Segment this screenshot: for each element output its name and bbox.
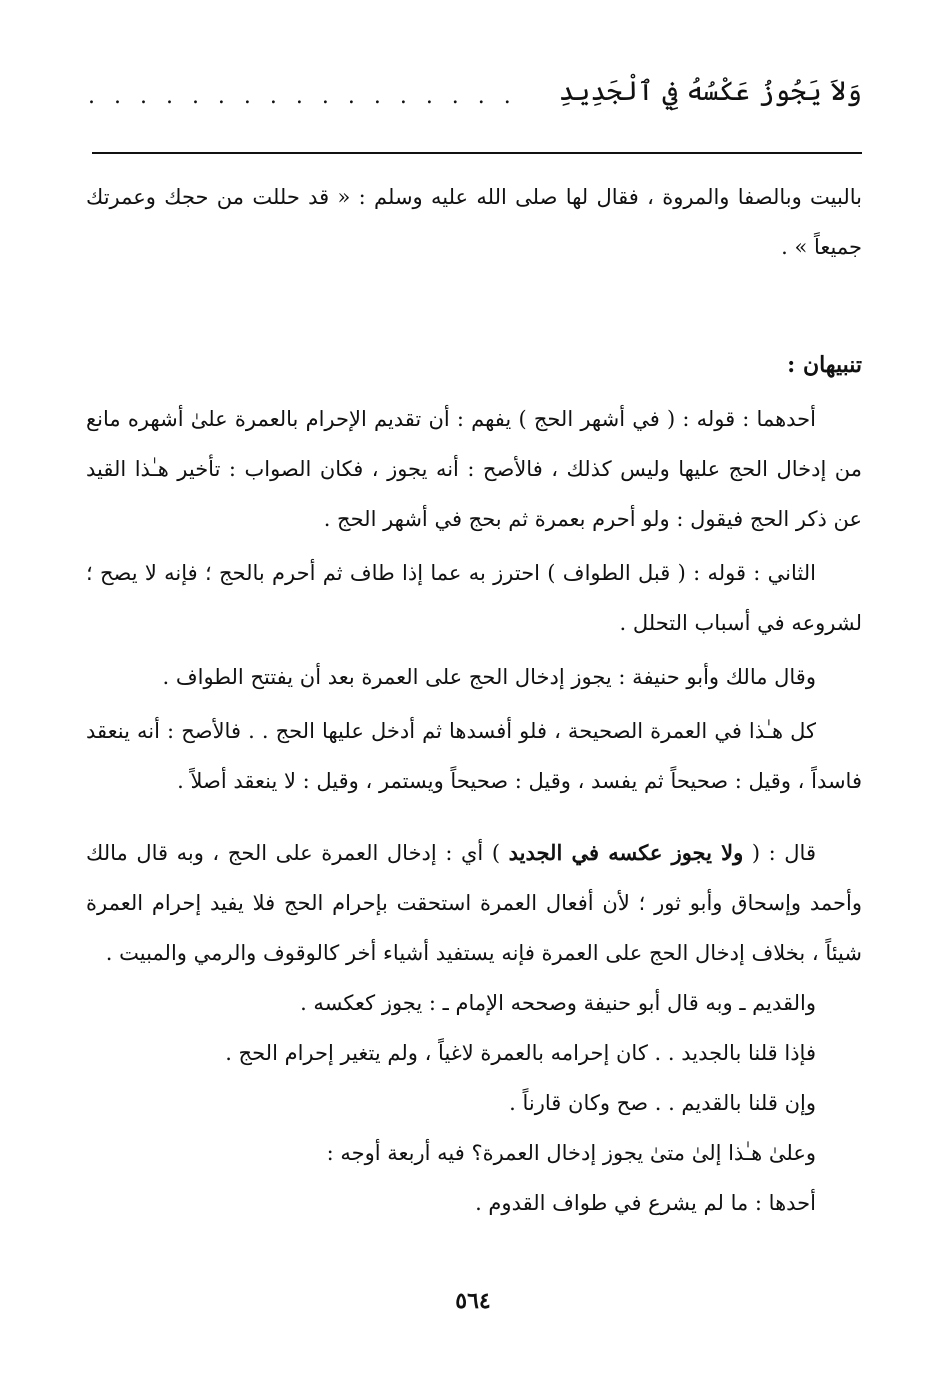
paragraph-four-views: وعلىٰ هـٰذا إلىٰ متىٰ يجوز إدخال العمرة؟ فيه أربعة أوجه : [326,1141,816,1165]
paragraph-first-view: أحدها : ما لم يشرع في طواف القدوم . [475,1191,816,1215]
matn-commentary: ) أي : إدخال العمرة على الحج ، وبه قال مالك وأحمد وإسحاق وأبو ثور ؛ لأن أفعال العمرة استحقت بإحرام الحج فلا يفيد إحرام العمرة شيئاً ، بخلاف إدخال الحج على العمرة فإنه يستفيد أشياء أخر كالوقوف والرمي والمبيت . [86,841,862,965]
paragraph-first-note: أحدهما : قوله : ( في أشهر الحج ) يفهم : أن تقديم الإحرام بالعمرة علىٰ أشهره مانع من إدخال الحج عليها وليس كذلك ، فالأصح : أنه يجوز ، فكان الصواب : تأخير هـٰذا القيد عن ذكر الحج فيقول : ولو أحرم بعمرة ثم بحج في أشهر الحج . [86,407,862,531]
matn-bold-text: ولا يجوز عكسه في الجديد [508,840,744,865]
paragraph-old-opinion-result: وإن قلنا بالقديم . . صح وكان قارناً . [509,1091,816,1115]
paragraph-valid-umrah: كل هـٰذا في العمرة الصحيحة ، فلو أفسدها ثم أدخل عليها الحج . . فالأصح : أنه ينعقد فاسداً ، وقيل : صحيحاً ثم يفسد ، وقيل : صحيحاً ويستمر ، وقيل : لا ينعقد أصلاً . [86,719,862,793]
paragraph-new-opinion-result: فإذا قلنا بالجديد . . كان إحرامه بالعمرة لاغياً ، ولم يتغير إحرام الحج . [225,1041,816,1065]
page-body [86,172,862,1228]
page-number: ٥٦٤ [455,1288,491,1314]
running-header [88,62,862,132]
header-dot-leader: . . . . . . . . . . . . . . . . . [88,84,517,109]
matn-open: قال : ( [743,841,816,865]
paragraph-second-note: الثاني : قوله : ( قبل الطواف ) احترز به عما إذا طاف ثم أحرم بالحج ؛ فإنه لا يصح ؛ لشروعه في أسباب التحلل . [86,561,862,635]
paragraph-malik-abu-hanifa: وقال مالك وأبو حنيفة : يجوز إدخال الحج على العمرة بعد أن يفتتح الطواف . [162,665,816,689]
paragraph-matn-quote [86,828,862,978]
paragraph-continuation: بالبيت وبالصفا والمروة ، فقال لها صلى الله عليه وسلم : « قد حللت من حجك وعمرتك جميعاً » . [86,185,862,259]
section-heading: تنبيهان : [787,352,862,378]
paragraph-old-opinion: والقديم ـ وبه قال أبو حنيفة وصححه الإمام ـ : يجوز كعكسه . [300,991,816,1015]
header-title: وَلاَ يَجُوزُ عَكْسُهُ فِي ٱلْجَدِيدِ [558,76,862,107]
header-divider [92,152,862,154]
